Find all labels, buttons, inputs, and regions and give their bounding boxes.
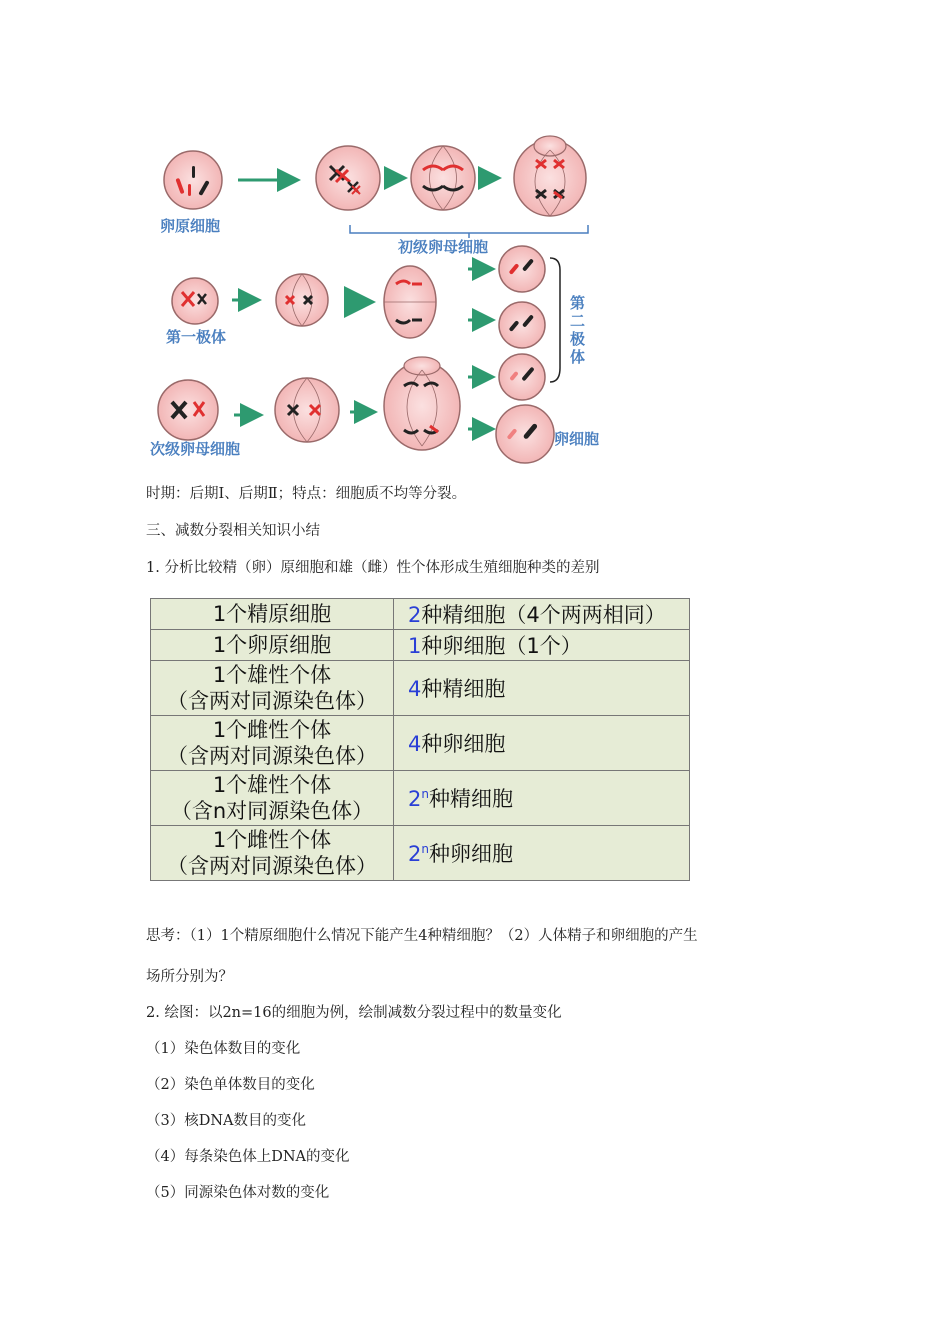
table-row: [151, 661, 690, 716]
exponent: n: [421, 787, 429, 801]
table-cell-line: （含n对同源染色体）: [170, 799, 374, 823]
primary-oocyte-cell-2: [411, 146, 475, 210]
table-row: [151, 716, 690, 771]
exponent: n: [421, 842, 429, 856]
table-cell-left: [151, 630, 394, 661]
count-number: 2: [408, 787, 422, 811]
secondary-oocyte-label: 次级卵母细胞: [150, 440, 241, 458]
table-cell-line: 1个雄性个体: [212, 773, 332, 797]
table-cell-line: （含两对同源染色体）: [167, 689, 377, 713]
table-cell-right: [394, 599, 690, 630]
first-polar-body-metaphase: [276, 274, 328, 326]
primary-oocyte-label: 初级卵母细胞: [398, 238, 489, 256]
count-number: 4: [408, 677, 422, 701]
count-number: 4: [408, 732, 422, 756]
table-row: [151, 599, 690, 630]
table-cell-right: [394, 771, 690, 826]
result-text: 种精细胞: [428, 787, 513, 811]
result-text: 种精细胞（4个两两相同）: [421, 603, 666, 627]
count-number: 2: [408, 842, 422, 866]
table-row: [151, 826, 690, 881]
subitem: （4）每条染色体上DNA的变化: [146, 1149, 350, 1165]
count-number: 1: [408, 634, 422, 658]
first-polar-body-cell: [172, 278, 218, 324]
table-row: [151, 630, 690, 661]
subitem: （2）染色单体数目的变化: [146, 1077, 315, 1093]
subitem: （5）同源染色体对数的变化: [146, 1185, 330, 1201]
oogenesis-figure: [140, 130, 610, 470]
table-cell-right: [394, 716, 690, 771]
think-line-2: 场所分别为？: [146, 969, 233, 985]
table-cell-line: 1个雌性个体: [212, 718, 332, 742]
table-cell-right: [394, 661, 690, 716]
table-cell-left: [151, 716, 394, 771]
table-cell-line: （含两对同源染色体）: [167, 744, 377, 768]
table-cell-line: 1个卵原细胞: [212, 633, 332, 657]
secondary-oocyte-anaphase: [384, 357, 460, 450]
table-row: [151, 771, 690, 826]
table-cell-line: （含两对同源染色体）: [167, 854, 377, 878]
result-text: 种卵细胞（1个）: [421, 634, 582, 658]
oogonium-cell: [164, 151, 222, 209]
table-cell-left: [151, 826, 394, 881]
first-polar-body-anaphase: [384, 266, 436, 338]
table-cell-left: [151, 599, 394, 630]
oogonium-label: 卵原细胞: [160, 217, 221, 235]
table-cell-left: [151, 661, 394, 716]
subitem: （1）染色体数目的变化: [146, 1041, 301, 1057]
second-polar-body-label: 第二极体: [570, 294, 586, 366]
table-cell-line: 1个雌性个体: [212, 828, 332, 852]
primary-oocyte-cell-3: [514, 136, 586, 216]
first-polar-body-label: 第一极体: [166, 328, 227, 346]
table-cell-line: 1个雄性个体: [212, 663, 332, 687]
table-cell-line: 1个精原细胞: [212, 602, 332, 626]
second-polar-body-1: [499, 246, 545, 292]
ovum-label: 卵细胞: [554, 430, 600, 448]
think-line-1: 思考：（1）1个精原细胞什么情况下能产生4种精细胞？（2）人体精子和卵细胞的产生: [146, 928, 698, 944]
second-polar-body-3: [499, 354, 545, 400]
section3-title: 三、减数分裂相关知识小结: [146, 523, 320, 539]
table-cell-right: [394, 826, 690, 881]
ovum-cell: [496, 405, 554, 463]
secondary-oocyte-cell: [158, 380, 218, 440]
result-text: 种卵细胞: [421, 732, 506, 756]
period-text: 时期：后期Ⅰ、后期Ⅱ；特点：细胞质不均等分裂。: [146, 486, 467, 502]
second-polar-body-2: [499, 302, 545, 348]
comparison-table: [150, 598, 690, 881]
result-text: 种卵细胞: [428, 842, 513, 866]
item1-title: 1. 分析比较精（卵）原细胞和雄（雌）性个体形成生殖细胞种类的差别: [146, 560, 600, 576]
item2-title: 2. 绘图：以2n=16的细胞为例，绘制减数分裂过程中的数量变化: [146, 1005, 562, 1021]
oogenesis-diagram: [140, 130, 610, 470]
count-number: 2: [408, 603, 422, 627]
primary-oocyte-cell-1: [316, 146, 380, 210]
subitem: （3）核DNA数目的变化: [146, 1113, 307, 1129]
result-text: 种精细胞: [421, 677, 506, 701]
table-cell-right: [394, 630, 690, 661]
table-cell-left: [151, 771, 394, 826]
secondary-oocyte-metaphase: [275, 378, 339, 442]
